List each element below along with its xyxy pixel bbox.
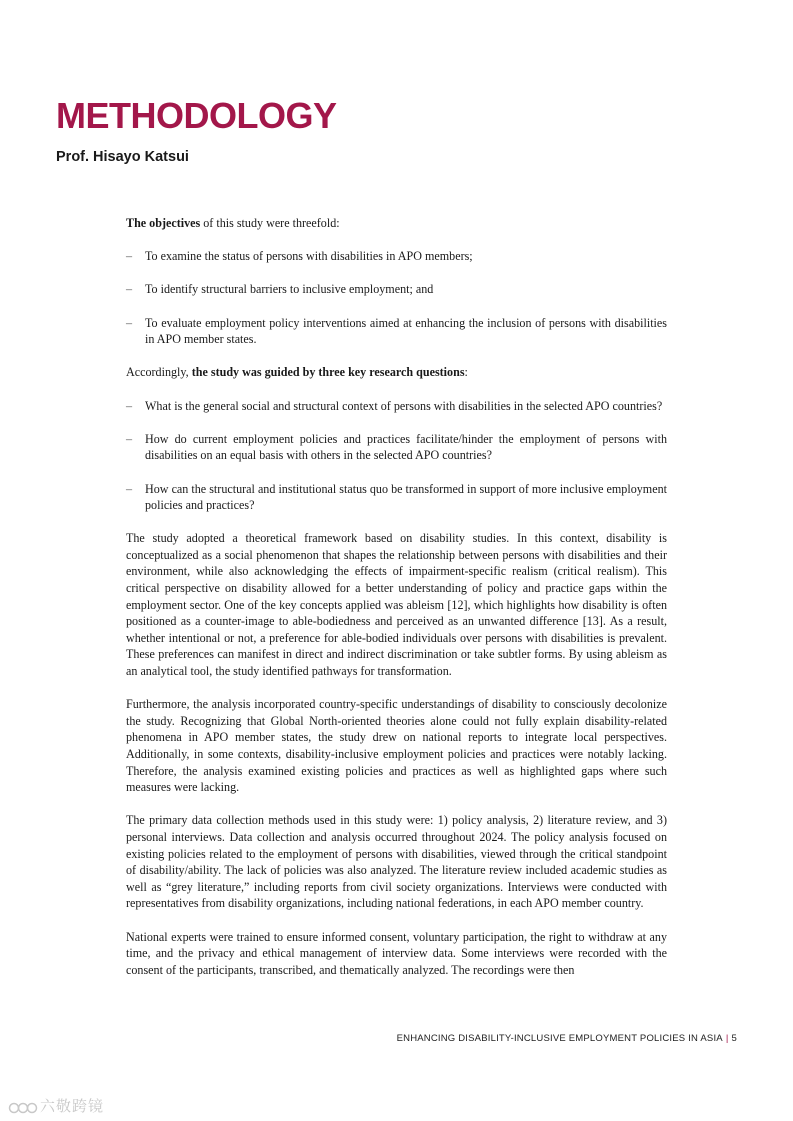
body-text [126,215,667,978]
watermark-logo-icon [8,1100,38,1114]
bullet-dash: – [126,282,133,297]
list-item: – How can the structural and institutional status quo be transformed in support of more inclusive employment policies and practices? [126,481,667,513]
page-number: 5 [731,1033,737,1044]
paragraph: The primary data collection methods used in this study were: 1) policy analysis, 2) literature review, and 3) personal interviews. Data collection and analysis occurred throughout 2024. The policy analysis focused on existing policies related to the employment of persons with disabilities, viewed through the critical standpoint of disability/ability. The lack of policies was also analyzed. The literature review included academic studies as well as “grey literature,” including reports from civil society organizations. Interviews were conducted with representatives from disability organizations, including national federations, in each APO member country. [126,813,667,911]
page-title: METHODOLOGY [56,95,337,136]
list-item: – To identify structural barriers to inclusive employment; and [126,282,434,297]
page-footer [397,1033,737,1044]
objectives-intro: The objectives of this study were threefold: [126,216,340,230]
bullet-dash: – [126,249,133,264]
watermark-text: 六敬跨镜 [40,1098,105,1115]
list-item: – How do current employment policies and practices facilitate/hinder the employment of persons with disabilities on an equal basis with others in the selected APO countries? [126,431,667,463]
bullet-dash: – [126,398,133,413]
running-title: ENHANCING DISABILITY-INCLUSIVE EMPLOYMENT POLICIES IN ASIA [396,1033,723,1044]
paragraph: The study adopted a theoretical framework based on disability studies. In this context, disability is conceptualized as a social phenomenon that shapes the relationship between persons with disabilities and their environment, while also acknowledging the effects of impairment-specific realism (critical realism). This critical perspective on disability allowed for a better understanding of policy and practice gaps within the employment sector. One of the key concepts applied was ableism [12], which highlights how disability is often positioned as a counter-image to able-bodiedness and perceived as an unwanted difference [13]. As a result, whether intentional or not, a preference for able-bodied individuals over persons with disabilities is prevalent. These preferences can manifest in direct and indirect discrimination or take subtler forms. By using ableism as an analytical tool, the study identified pathways for transformation. [126,531,667,679]
list-item: – To examine the status of persons with disabilities in APO members; [126,249,473,264]
paragraph: Furthermore, the analysis incorporated country-specific understandings of disability to consciously decolonize the study. Recognizing that Global North-oriented theories alone could not fully explain disability-related phenomena in APO member states, the study drew on national reports to integrate local perspectives. Additionally, in some contexts, disability-inclusive employment policies and practices were notably lacking. Therefore, the analysis examined existing policies and practices as well as highlighted gaps where such measures were lacking. [126,697,667,795]
bullet-dash: – [126,315,133,330]
paragraph: National experts were trained to ensure informed consent, voluntary participation, the right to withdraw at any time, and the privacy and ethical management of interview data. Some interviews were recorded with the consent of the participants, transcribed, and thematically analyzed. The recordings were then [126,929,667,977]
bullet-dash: – [126,481,133,496]
list-item: – What is the general social and structural context of persons with disabilities in the selected APO countries? [126,398,663,413]
bullet-dash: – [126,431,133,446]
author-name: Prof. Hisayo Katsui [56,149,189,165]
list-item: – To evaluate employment policy interventions aimed at enhancing the inclusion of persons with disabilities in APO member states. [126,315,667,347]
watermark [8,1095,104,1116]
questions-intro: Accordingly, the study was guided by three key research questions: [126,365,468,380]
footer-separator: | [725,1033,729,1044]
